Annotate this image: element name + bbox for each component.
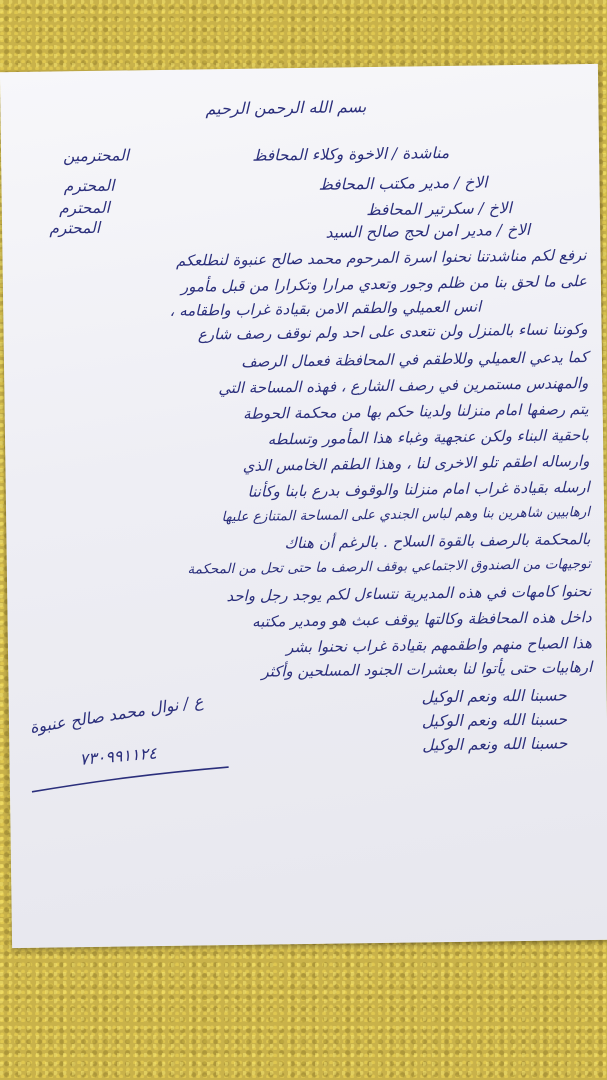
body-line: كما يدعي العميلي وللاطقم في المحافظة فعمال الرصف [240, 348, 589, 371]
letter-paper [0, 64, 607, 948]
addressee-2: الاخ / مدير مكتب المحافظ [318, 173, 488, 194]
body-line: وكوننا نساء بالمنزل ولن نتعدى على احد ولم نوقف رصف شارع [197, 320, 588, 344]
body-line: ارهابيات حتى يأتوا لنا بعشرات الجنود المسلحين وأكثر [261, 658, 593, 681]
signature-phone: ٧٣٠٩٩١١٢٤ [78, 743, 158, 769]
body-line: بالمحكمة بالرصف بالقوة السلاح . بالرغم أن هناك [284, 530, 591, 553]
body-line: على ما لحق بنا من ظلم وجور وتعدي مرارا وتكرارا من قبل مأمور [180, 272, 588, 296]
closing-line: حسبنا الله ونعم الوكيل [421, 710, 568, 731]
body-line: توجيهات من الصندوق الاجتماعي بوقف الرصف ما حتى تحل من المحكمة [187, 556, 591, 578]
body-line: يتم رصفها امام منزلنا ولدينا حكم بها من محكمة الحوطة [242, 400, 589, 423]
body-line: نرفع لكم مناشدتنا نحنوا اسرة المرحوم محمد صالح عنبوة لنطلعكم [175, 246, 587, 270]
body-line: باحقية البناء ولكن عنجهية وغباء هذا المأمور وتسلطه [267, 426, 590, 449]
body-line: ارهابيين شاهرين بنا وهم لباس الجندي على المساحة المتنازع عليها [221, 504, 591, 526]
body-line: ارسله بقيادة غراب امام منزلنا والوقوف بدرع بابنا وكأننا [247, 478, 590, 501]
body-line: هذا الصباح منهم واطقمهم بقيادة غراب نحنوا بشر [286, 634, 593, 657]
basmala: بسم الله الرحمن الرحيم [205, 97, 367, 119]
body-line: داخل هذه المحافظة وكالتها يوقف عبث هو ومدير مكتبه [251, 608, 592, 631]
honorific-2: المحترم [63, 176, 115, 196]
closing-line: حسبنا الله ونعم الوكيل [421, 686, 567, 707]
honorific-1: المحترمين [62, 146, 130, 166]
body-line: انس العميلي والطقم الامن بقيادة غراب واطقامه ، [169, 297, 482, 320]
addressee-1: مناشدة / الاخوة وكلاء المحافظ [251, 143, 450, 165]
addressee-4: الاخ / مدير امن لحج صالح السيد [325, 220, 531, 242]
signature-name: ع / نوال محمد صالح عنبوة [28, 691, 205, 737]
body-line: وارساله اطقم تلو الاخرى لنا ، وهذا الطقم الخامس الذي [242, 452, 590, 475]
honorific-3: المحترم [58, 198, 110, 218]
body-line: والمهندس مستمرين في رصف الشارع ، فهذه المساحة التي [218, 374, 589, 398]
signature-underline [24, 759, 245, 802]
addressee-3: الاخ / سكرتير المحافظ [366, 199, 512, 220]
closing-line: حسبنا الله ونعم الوكيل [422, 734, 568, 755]
honorific-4: المحترم [49, 218, 101, 238]
body-line: نحنوا كامهات في هذه المديرية نتساءل لكم يوجد رجل واحد [226, 582, 592, 606]
